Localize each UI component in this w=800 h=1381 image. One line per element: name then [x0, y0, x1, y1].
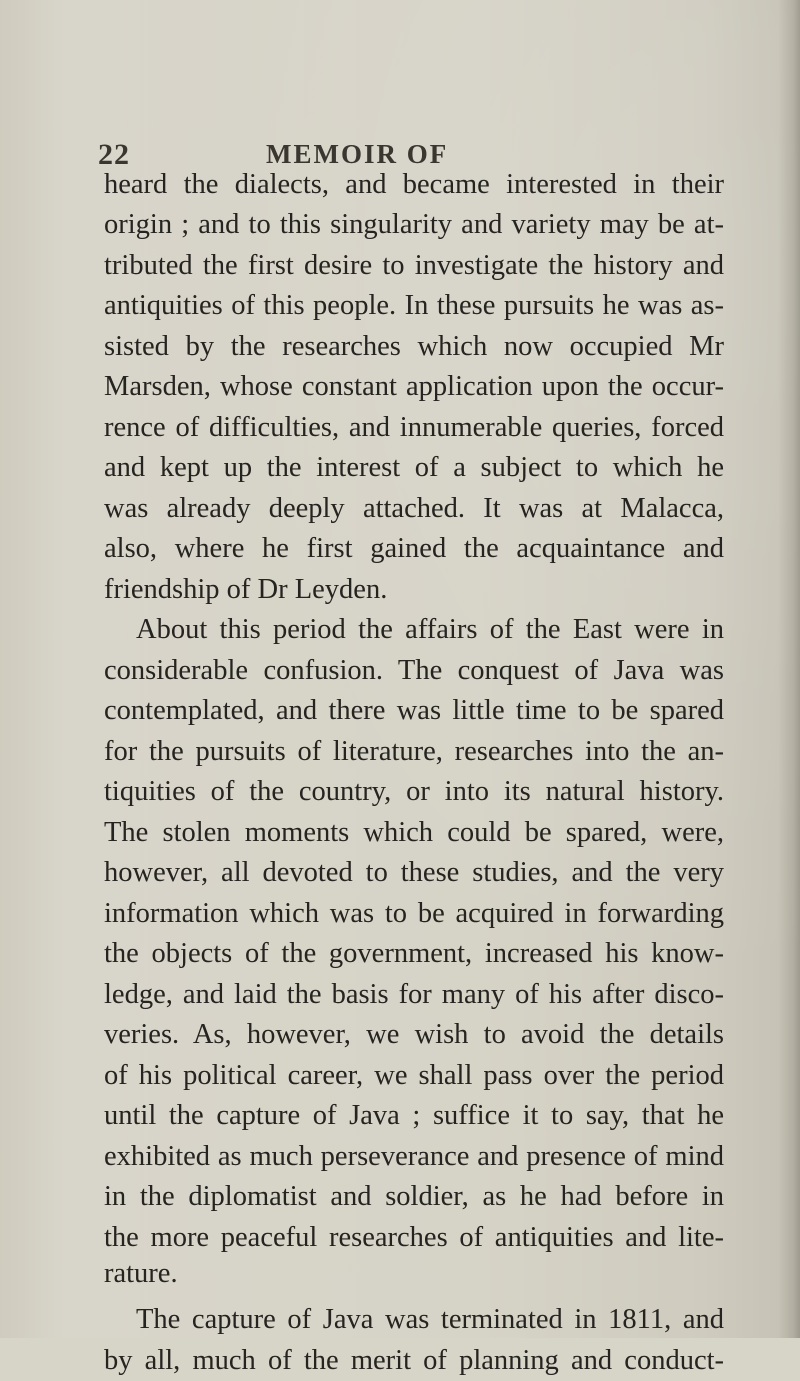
text-line: in the diplomatist and soldier, as he had before in: [104, 1181, 724, 1212]
text-line: exhibited as much perseverance and presence of mind: [104, 1141, 724, 1172]
text-line: The stolen moments which could be spared, were,: [104, 817, 724, 848]
text-line: friendship of Dr Leyden.: [104, 574, 388, 605]
text-line: sisted by the researches which now occupied Mr: [104, 331, 724, 362]
page-edge-shadow: [778, 0, 800, 1338]
text-line: for the pursuits of literature, researches into the an-: [104, 736, 724, 767]
text-line: however, all devoted to these studies, and the very: [104, 857, 724, 888]
running-head: MEMOIR OF: [266, 139, 449, 169]
text-line: rature.: [104, 1258, 178, 1289]
text-line: contemplated, and there was little time to be spared: [104, 695, 724, 726]
text-line: origin ; and to this singularity and variety may be at-: [104, 209, 724, 240]
text-line: by all, much of the merit of planning and conduct-: [104, 1345, 724, 1376]
text-line: the objects of the government, increased his know-: [104, 938, 724, 969]
text-line: Marsden, whose constant application upon the occur-: [104, 371, 724, 402]
text-line: antiquities of this people. In these pursuits he was as-: [104, 290, 724, 321]
text-line: heard the dialects, and became interested in their: [104, 169, 724, 200]
text-line: tributed the first desire to investigate the history and: [104, 250, 724, 281]
text-line: rence of difficulties, and innumerable queries, forced: [104, 412, 724, 443]
text-line: The capture of Java was terminated in 1811, and: [136, 1304, 724, 1335]
text-line: information which was to be acquired in forwarding: [104, 898, 724, 929]
text-line: until the capture of Java ; suffice it to say, that he: [104, 1100, 724, 1131]
text-line: ledge, and laid the basis for many of his after disco-: [104, 979, 724, 1010]
text-line: also, where he first gained the acquaintance and: [104, 533, 724, 564]
text-line: considerable confusion. The conquest of Java was: [104, 655, 724, 686]
text-line: of his political career, we shall pass over the period: [104, 1060, 724, 1091]
text-line: and kept up the interest of a subject to which he: [104, 452, 724, 483]
text-line: the more peaceful researches of antiquities and lite-: [104, 1222, 724, 1253]
text-line: was already deeply attached. It was at Malacca,: [104, 493, 724, 524]
page-number: 22: [98, 138, 130, 171]
text-line: veries. As, however, we wish to avoid the details: [104, 1019, 724, 1050]
text-line: About this period the affairs of the East were in: [136, 614, 724, 645]
text-line: tiquities of the country, or into its natural history.: [104, 776, 724, 807]
